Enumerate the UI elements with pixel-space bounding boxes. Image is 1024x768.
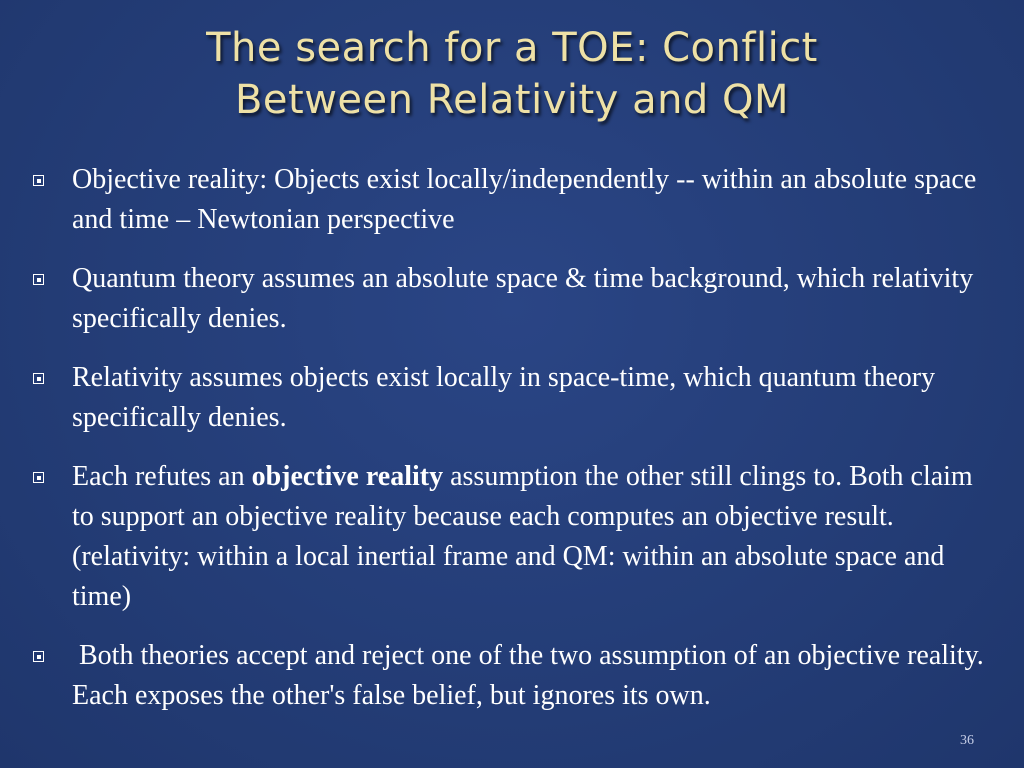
bullet-text: Quantum theory assumes an absolute space & time background, which relativity specifically denies. [72,263,974,334]
bullet-text: Both theories accept and reject one of the two assumption of an objective reality. Each exposes the other's false belief, but ignores its own. [72,640,998,711]
square-bullet-icon [33,472,44,483]
bullet-item-each-refutes [30,457,998,617]
bullet-item-both-theories [30,636,998,716]
bullet-text: Relativity assumes objects exist locally in space-time, which quantum theory specifically denies. [72,362,936,433]
slide-title-line-2: Between Relativity and QM [234,77,790,123]
slide-title-line-1: The search for a TOE: Conflict [206,25,818,71]
bullet-text: Objective reality: Objects exist locally/independently -- within an absolute space and time – Newtonian perspective [72,164,977,235]
bullet-list [30,160,998,735]
square-bullet-icon [33,373,44,384]
bullet-item-relativity [30,358,998,438]
bullet-text-after: assumption the other still clings to. Both claim to support an objective reality because each computes an objective result. (relativity: within a local inertial frame and QM: within an absolute space and time) [72,461,973,612]
bullet-item-quantum-theory [30,259,998,339]
square-bullet-icon [33,175,44,186]
bullet-text-bold: objective reality [251,461,444,492]
bullet-text-before: Each refutes an [72,461,252,492]
slide-title [60,22,964,126]
bullet-item-objective-reality [30,160,998,240]
square-bullet-icon [33,274,44,285]
page-number: 36 [960,733,974,748]
square-bullet-icon [33,651,44,662]
